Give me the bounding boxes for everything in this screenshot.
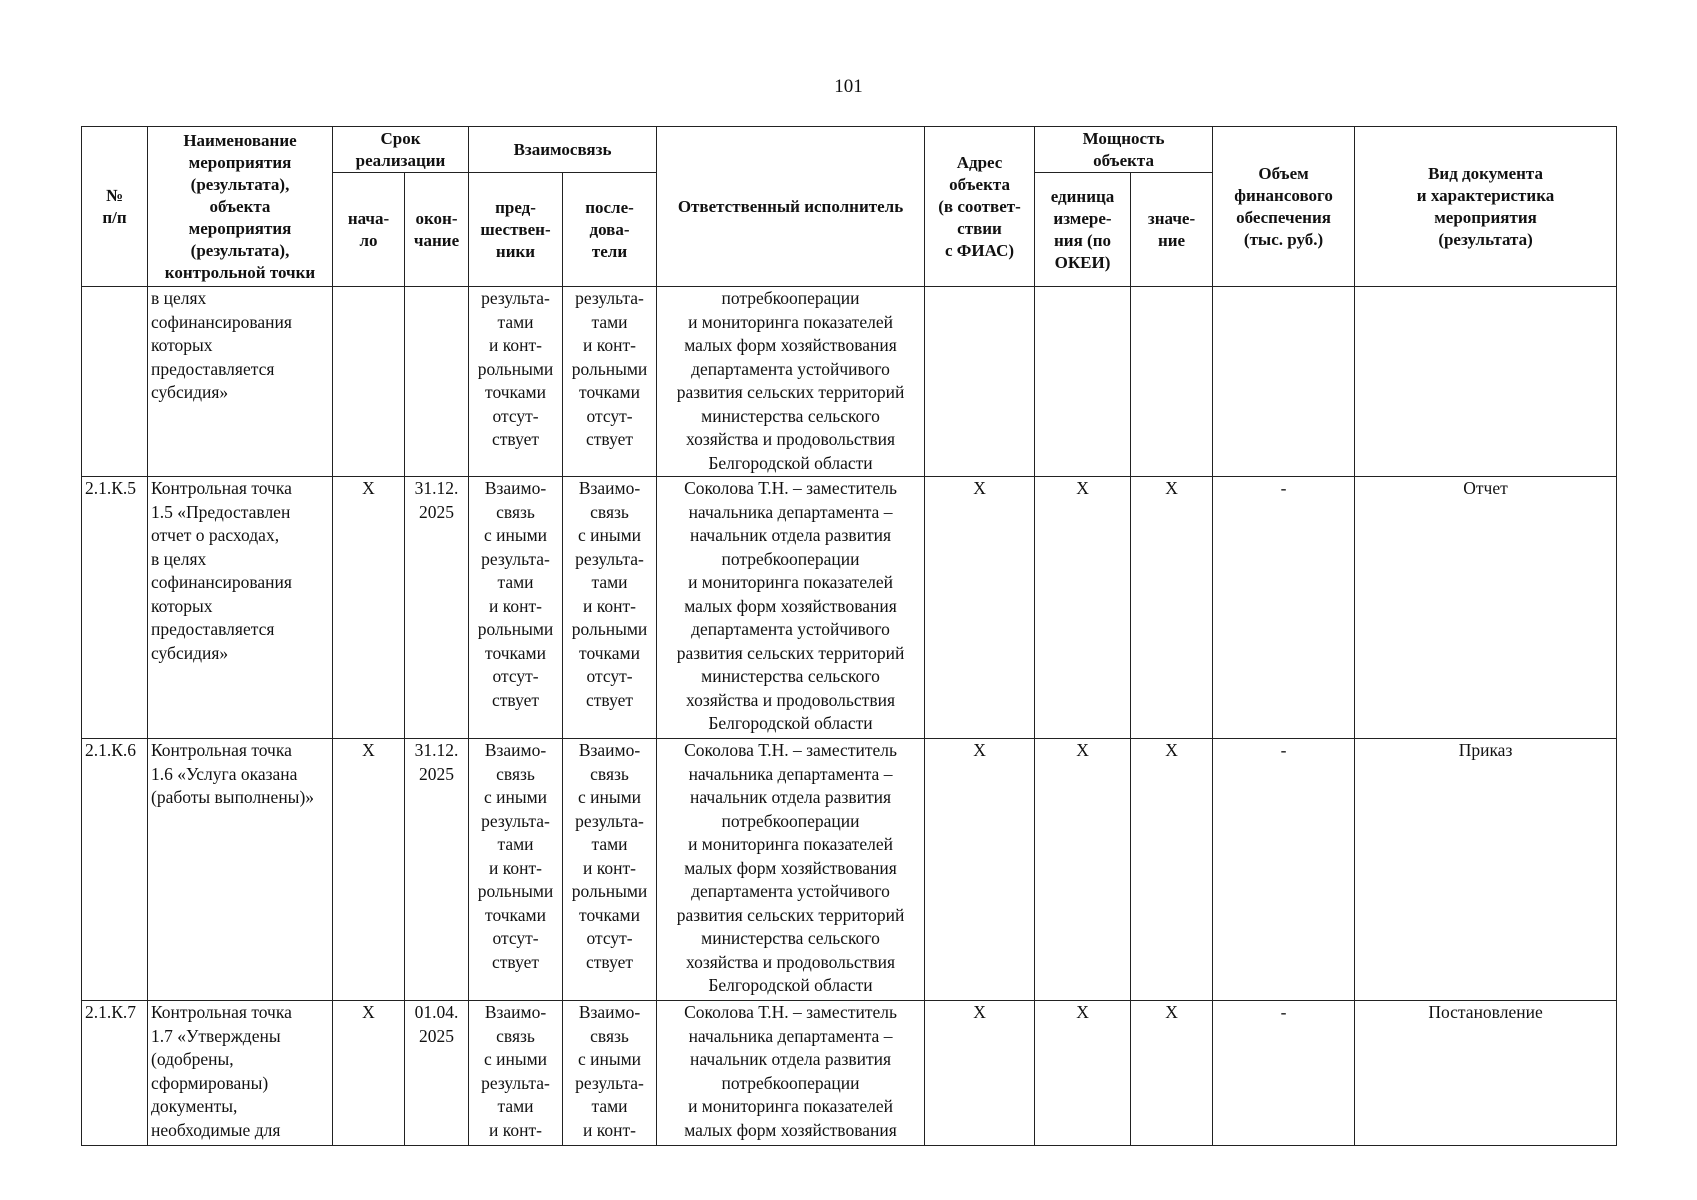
row-unit: Х [1035,739,1131,1001]
header-link-pred: пред- шествен- ники [469,173,563,287]
row-next: Взаимо- связь с иными результа- тами и конт- рольными точками отсут- ствует [563,739,657,1001]
row-pred: Взаимо- связь с иными результа- тами и конт- рольными точками отсут- ствует [469,739,563,1001]
page-number: 101 [834,76,863,97]
row-num: 2.1.К.7 [82,1001,148,1146]
row-next: Взаимо- связь с иными результа- тами и конт- рольными точками отсут- ствует [563,477,657,739]
row-pred: результа- тами и конт- рольными точками отсут- ствует [469,287,563,477]
row-executor: потребкооперации и мониторинга показателей малых форм хозяйствования департамента устойчивого развития сельских территорий министерства сельского хозяйства и продовольствия Белгородской области [657,287,925,477]
row-address: Х [925,477,1035,739]
row-num: 2.1.К.5 [82,477,148,739]
plan-table [81,126,1617,1146]
row-value: Х [1131,1001,1213,1146]
header-num: № п/п [82,127,148,287]
row-address: Х [925,1001,1035,1146]
row-name: в целях софинансирования которых предоставляется субсидия» [148,287,333,477]
row-executor: Соколова Т.Н. – заместитель начальника департамента – начальник отдела развития потребкооперации и мониторинга показателей малых форм хозяйствования [657,1001,925,1146]
row-finance [1213,287,1355,477]
row-value [1131,287,1213,477]
row-value: Х [1131,477,1213,739]
row-executor: Соколова Т.Н. – заместитель начальника департамента – начальник отдела развития потребкооперации и мониторинга показателей малых форм хозяйствования департамента устойчивого развития сельских территорий министерства сельского хозяйства и продовольствия Белгородской области [657,477,925,739]
row-executor: Соколова Т.Н. – заместитель начальника департамента – начальник отдела развития потребкооперации и мониторинга показателей малых форм хозяйствования департамента устойчивого развития сельских территорий министерства сельского хозяйства и продовольствия Белгородской области [657,739,925,1001]
row-doc: Постановление [1355,1001,1617,1146]
row-value: Х [1131,739,1213,1001]
table-row [82,1001,1617,1146]
header-term: Срок реализации [333,127,469,173]
header-link: Взаимосвязь [469,127,657,173]
header-doc-type: Вид документа и характеристика мероприятия (результата) [1355,127,1617,287]
row-start: Х [333,739,405,1001]
row-end [405,287,469,477]
row-doc: Приказ [1355,739,1617,1001]
table-header [82,127,1617,287]
table-row [82,287,1617,477]
row-doc: Отчет [1355,477,1617,739]
row-end: 31.12. 2025 [405,477,469,739]
row-finance: - [1213,739,1355,1001]
row-unit: Х [1035,477,1131,739]
row-num: 2.1.К.6 [82,739,148,1001]
header-link-next: после- дова- тели [563,173,657,287]
row-next: результа- тами и конт- рольными точками отсут- ствует [563,287,657,477]
table-row [82,477,1617,739]
row-start [333,287,405,477]
header-name: Наименование мероприятия (результата), объекта мероприятия (результата), контрольной точки [148,127,333,287]
header-address: Адрес объекта (в соответ- ствии с ФИАС) [925,127,1035,287]
header-term-start: нача- ло [333,173,405,287]
row-address [925,287,1035,477]
row-start: Х [333,1001,405,1146]
row-end: 01.04. 2025 [405,1001,469,1146]
header-term-end: окон- чание [405,173,469,287]
row-end: 31.12. 2025 [405,739,469,1001]
header-capacity-value: значе- ние [1131,173,1213,287]
table-row [82,739,1617,1001]
row-pred: Взаимо- связь с иными результа- тами и конт- [469,1001,563,1146]
row-name: Контрольная точка 1.7 «Утверждены (одобрены, сформированы) документы, необходимые для [148,1001,333,1146]
header-capacity-unit: единица измере- ния (по ОКЕИ) [1035,173,1131,287]
row-unit: Х [1035,1001,1131,1146]
row-finance: - [1213,477,1355,739]
row-pred: Взаимо- связь с иными результа- тами и конт- рольными точками отсут- ствует [469,477,563,739]
row-name: Контрольная точка 1.5 «Предоставлен отчет о расходах, в целях софинансирования которых предоставляется субсидия» [148,477,333,739]
header-finance: Объем финансового обеспечения (тыс. руб.) [1213,127,1355,287]
row-start: Х [333,477,405,739]
header-executor: Ответственный исполнитель [657,127,925,287]
row-doc [1355,287,1617,477]
row-unit [1035,287,1131,477]
row-address: Х [925,739,1035,1001]
row-finance: - [1213,1001,1355,1146]
row-num [82,287,148,477]
row-next: Взаимо- связь с иными результа- тами и конт- [563,1001,657,1146]
row-name: Контрольная точка 1.6 «Услуга оказана (работы выполнены)» [148,739,333,1001]
header-capacity: Мощность объекта [1035,127,1213,173]
table-body [82,287,1617,1146]
